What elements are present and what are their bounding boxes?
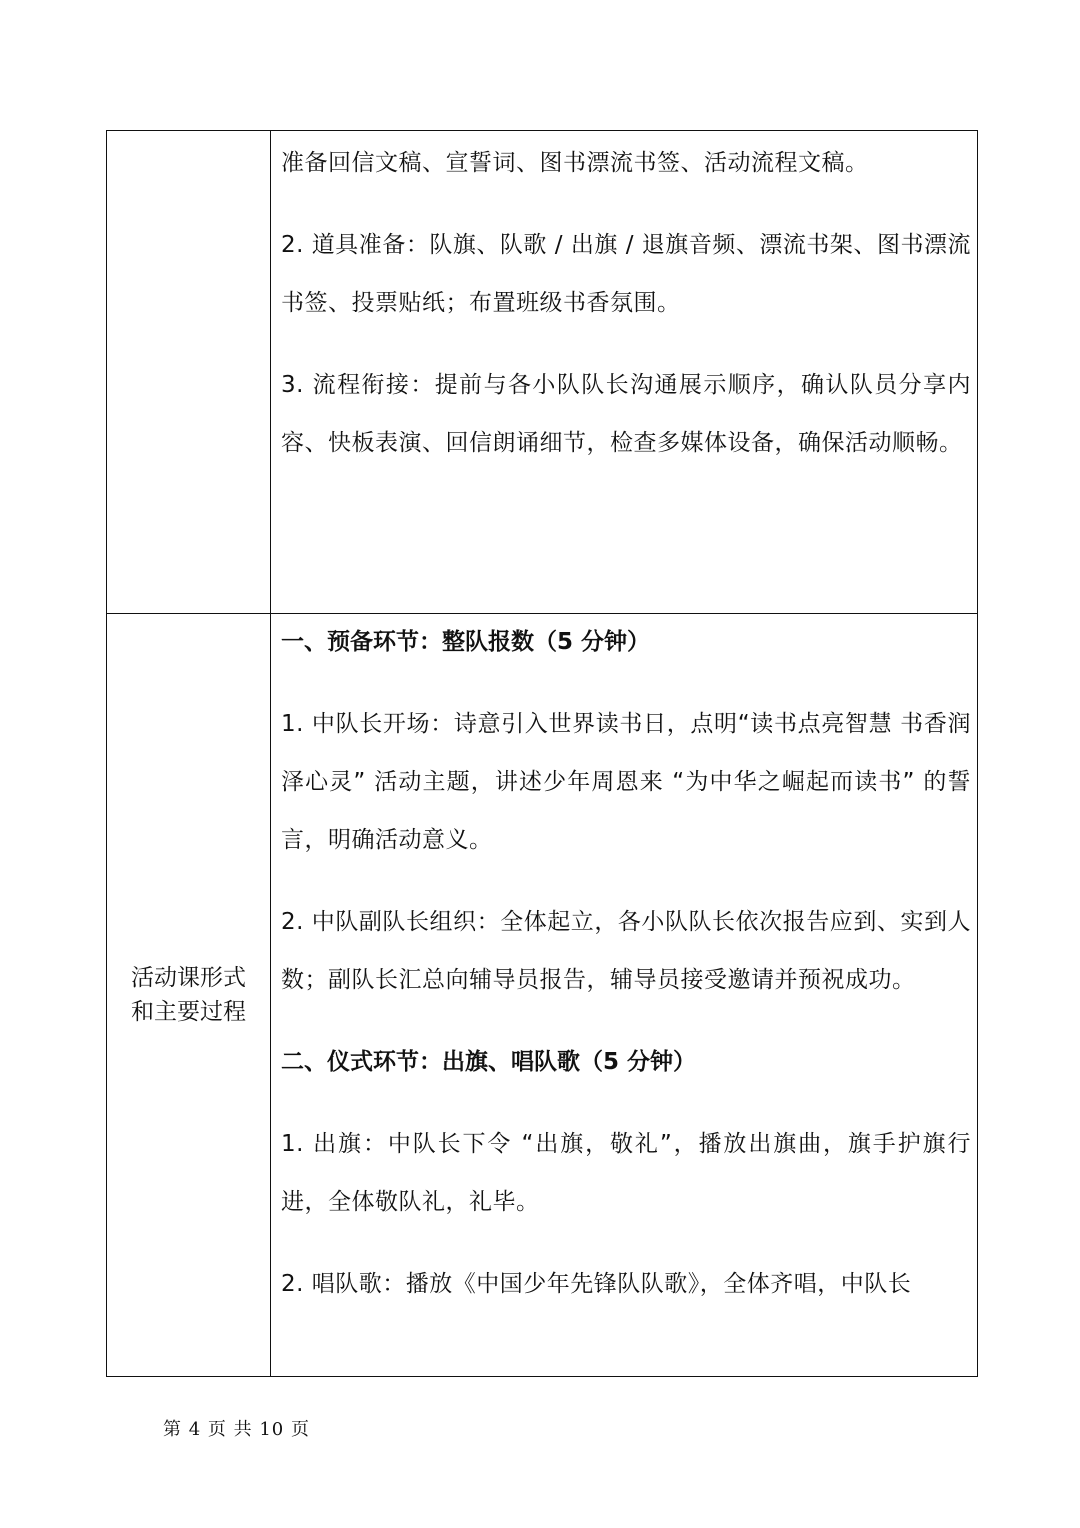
- paragraph: 2. 唱队歌：播放《中国少年先锋队队歌》，全体齐唱，中队长: [281, 1271, 912, 1297]
- page-number-footer: 第 4 页 共 10 页: [163, 1419, 310, 1440]
- activity-plan-table: [106, 130, 978, 1377]
- row-label-cell: [107, 614, 271, 1377]
- section-heading: 一、预备环节：整队报数（5 分钟）: [281, 629, 651, 655]
- row-label-cell: [107, 131, 271, 614]
- table-row: [107, 131, 978, 614]
- row-content-cell: [271, 131, 978, 614]
- section-heading: 二、仪式环节：出旗、唱队歌（5 分钟）: [281, 1049, 697, 1075]
- paragraph: 准备回信文稿、宣誓词、图书漂流书签、活动流程文稿。: [281, 150, 869, 176]
- paragraph: 2. 中队副队长组织：全体起立，各小队队长依次报告应到、实到人数；副队长汇总向辅导员报告，辅导员接受邀请并预祝成功。: [281, 909, 971, 993]
- row-content-cell: [271, 614, 978, 1377]
- paragraph: 1. 出旗：中队长下令 “出旗，敬礼”，播放出旗曲，旗手护旗行进，全体敬队礼，礼毕。: [281, 1131, 971, 1215]
- paragraph: 3. 流程衔接：提前与各小队队长沟通展示顺序，确认队员分享内容、快板表演、回信朗诵细节，检查多媒体设备，确保活动顺畅。: [281, 372, 971, 456]
- paragraph: 2. 道具准备：队旗、队歌 / 出旗 / 退旗音频、漂流书架、图书漂流书签、投票贴纸；布置班级书香氛围。: [281, 232, 971, 316]
- table-row: [107, 614, 978, 1377]
- row-label: 活动课形式和主要过程: [131, 965, 246, 1025]
- paragraph: 1. 中队长开场：诗意引入世界读书日，点明“读书点亮智慧 书香润泽心灵” 活动主题，讲述少年周恩来 “为中华之崛起而读书” 的誓言，明确活动意义。: [281, 711, 971, 853]
